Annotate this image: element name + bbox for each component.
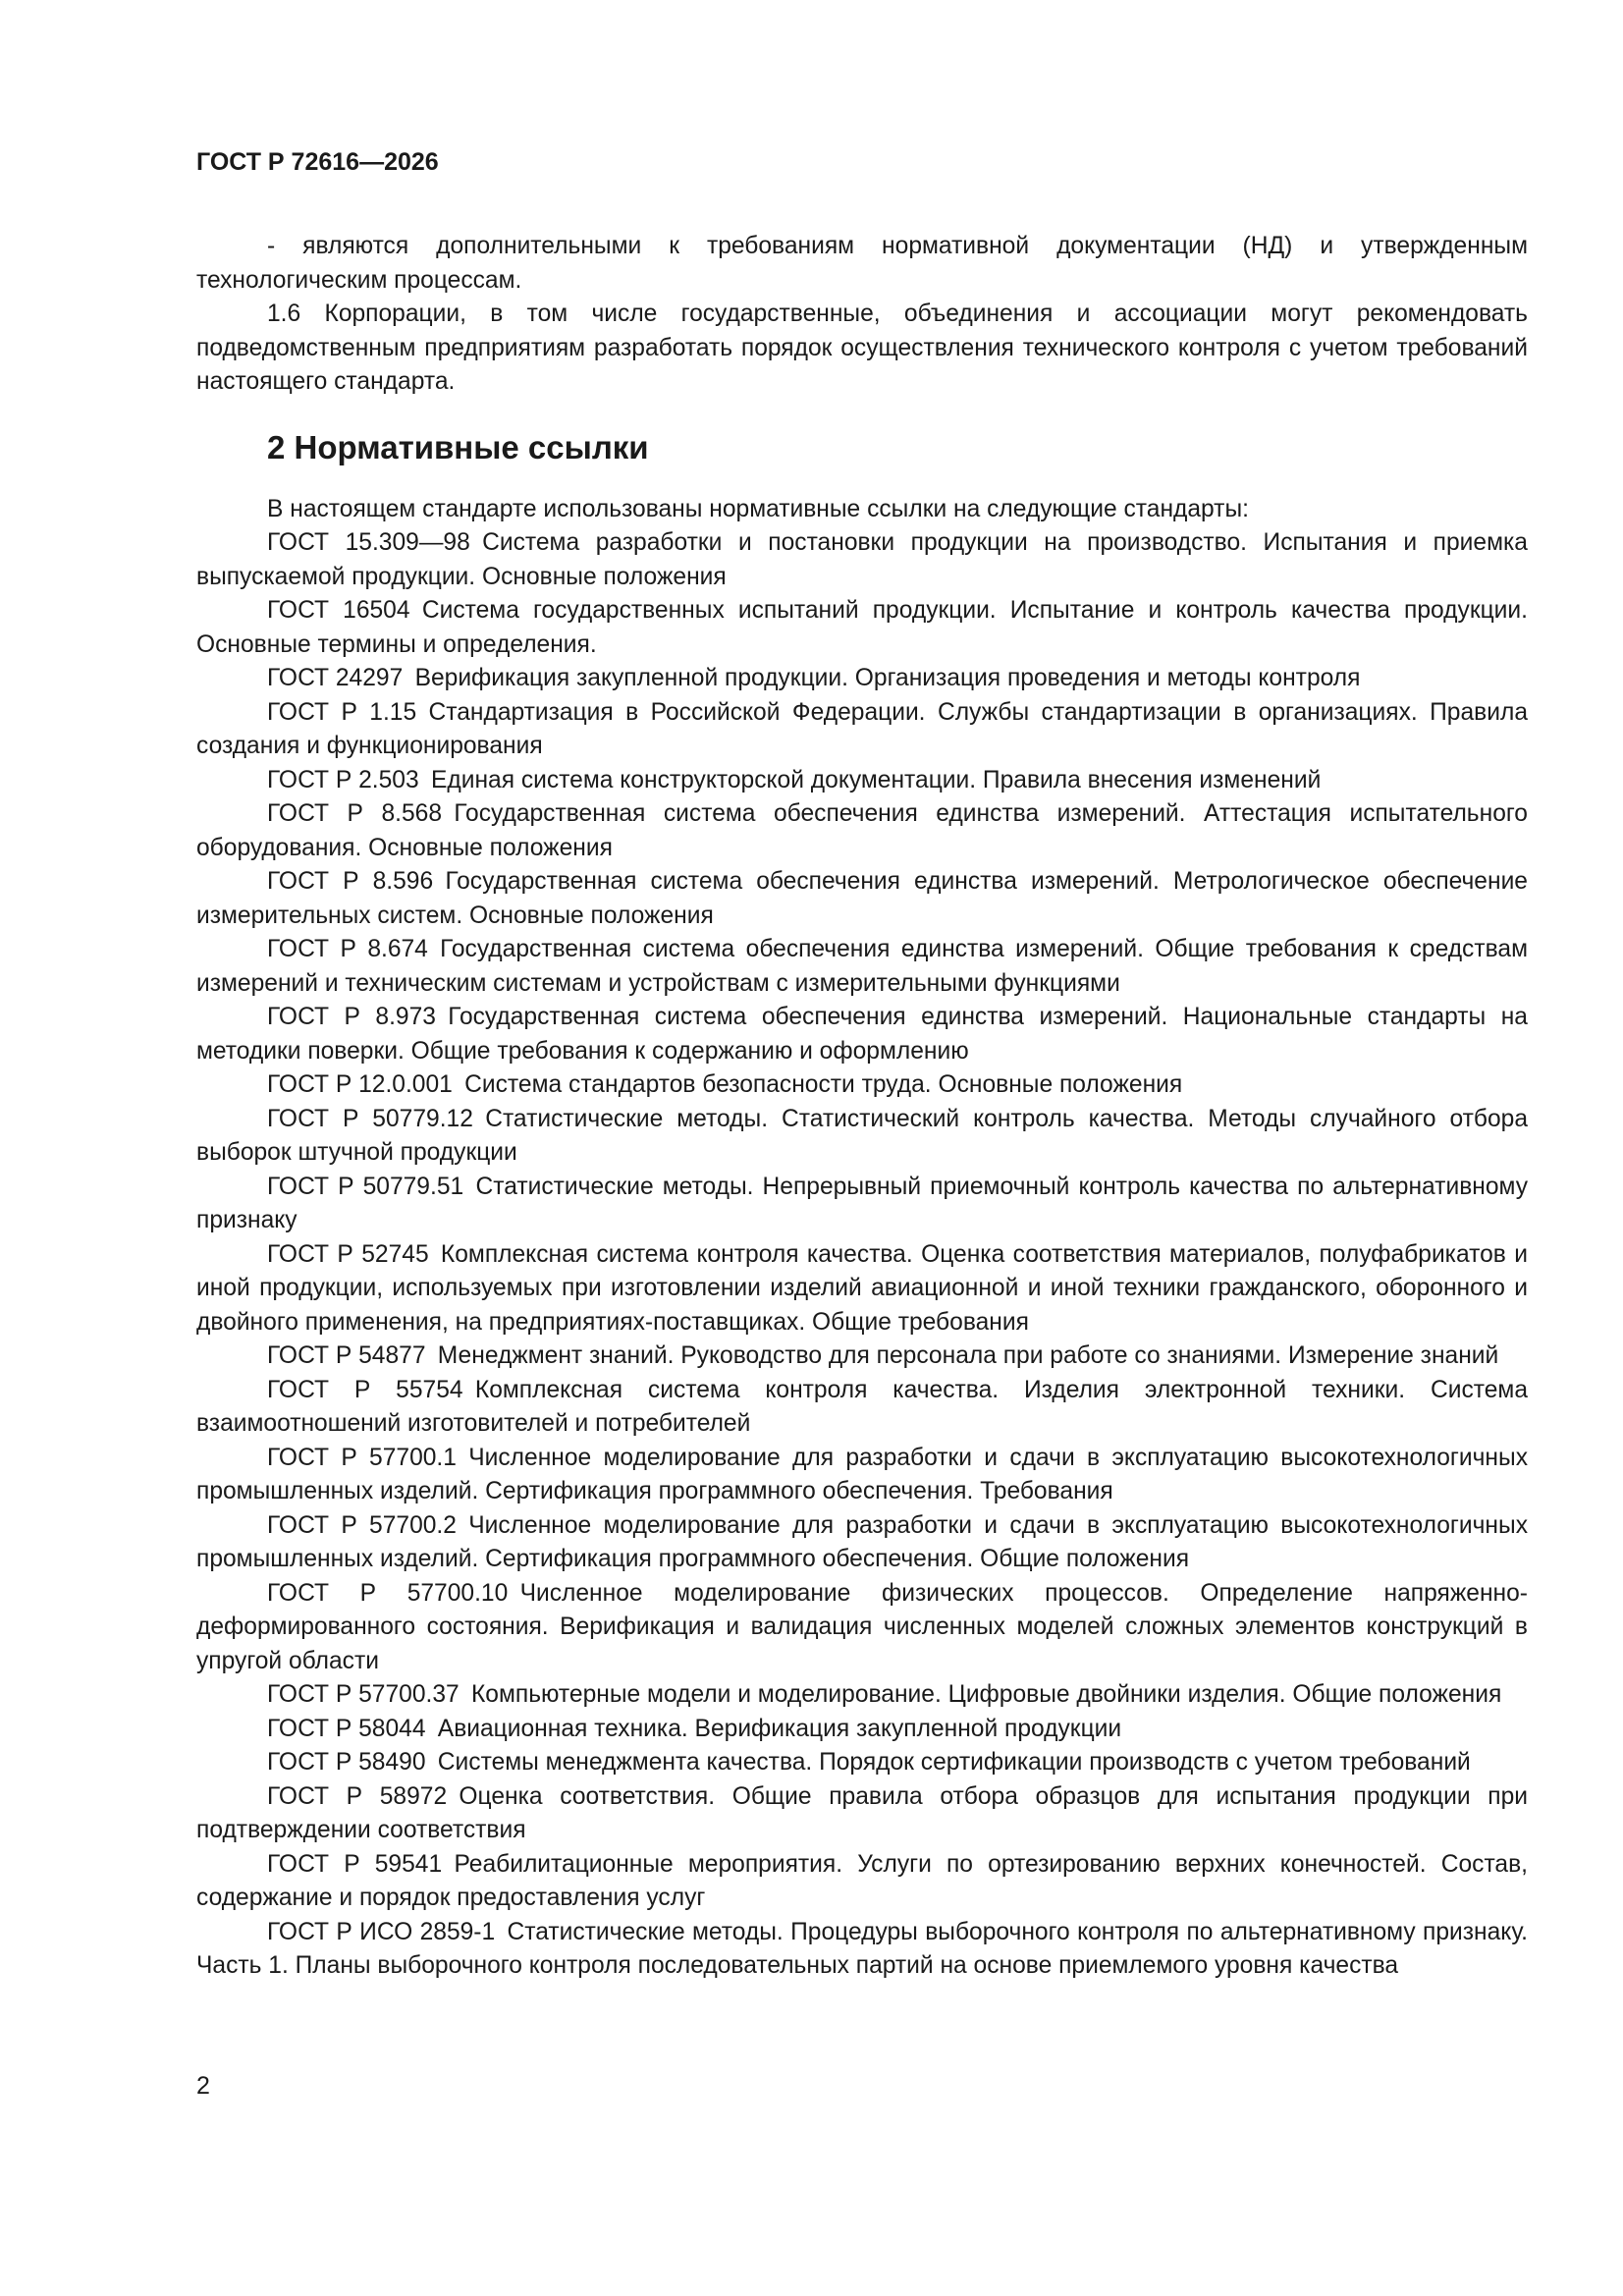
reference-item: [196, 1103, 1528, 1171]
page-number: 2: [196, 2072, 210, 2100]
reference-code: ГОСТ Р 50779.51: [267, 1173, 464, 1200]
reference-item: [196, 1780, 1528, 1848]
reference-title: Численное моделирование для разработки и сдачи в эксплуатацию высокотехнологичных промышленных изделий. Сертификация программного обеспечения. Общие положения: [196, 1511, 1528, 1572]
reference-code: ГОСТ Р 58490: [267, 1749, 426, 1776]
reference-item: [196, 1374, 1528, 1442]
reference-code: ГОСТ Р 8.973: [267, 1004, 436, 1030]
reference-item: [196, 865, 1528, 933]
reference-title: Комплексная система контроля качества. Изделия электронной техники. Система взаимоотношений изготовителей и потребителей: [196, 1376, 1528, 1437]
reference-title: Компьютерные модели и моделирование. Цифровые двойники изделия. Общие положения: [470, 1681, 1502, 1708]
reference-title: Единая система конструкторской документации. Правила внесения изменений: [430, 766, 1322, 793]
reference-item: [196, 1916, 1528, 1984]
reference-code: ГОСТ Р 54877: [267, 1342, 426, 1369]
reference-list: [196, 526, 1528, 1984]
reference-title: Система разработки и постановки продукции на производство. Испытания и приемка выпускаемой продукции. Основные положения: [196, 529, 1528, 590]
reference-code: ГОСТ Р 58972: [267, 1782, 448, 1810]
reference-code: ГОСТ Р 1.15: [267, 698, 417, 726]
reference-code: ГОСТ 16504: [267, 597, 410, 624]
reference-item: [196, 1442, 1528, 1509]
reference-code: ГОСТ Р ИСО 2859-1: [267, 1918, 496, 1945]
reference-item: [196, 594, 1528, 662]
reference-title: Реабилитационные мероприятия. Услуги по ортезированию верхних конечностей. Состав, содержание и порядок предоставления услуг: [196, 1850, 1529, 1911]
intro-paragraph: 1.6 Корпорации, в том числе государственные, объединения и ассоциации могут рекомендовать подведомственным предприятиям разработать порядок осуществления технического контроля с учетом требований настоящего стандарта.: [196, 301, 1528, 395]
reference-title: Статистические методы. Статистический контроль качества. Методы случайного отбора выборок штучной продукции: [196, 1105, 1528, 1166]
reference-title: Оценка соответствия. Общие правила отбора образцов для испытания продукции при подтверждении соответствия: [196, 1782, 1528, 1843]
reference-item: [196, 1577, 1528, 1679]
reference-code: ГОСТ Р 58044: [267, 1715, 426, 1742]
reference-item: [196, 1848, 1528, 1916]
intro-paragraph: - являются дополнительными к требованиям нормативной документации (НД) и утвержденным технологическим процессам.: [196, 233, 1528, 294]
reference-item: [196, 1171, 1528, 1238]
reference-item: [196, 1238, 1528, 1340]
reference-item: [196, 1068, 1528, 1103]
reference-title: Численное моделирование физических процессов. Определение напряженно-деформированного состояния. Верификация и валидация численных моделей сложных элементов конструкций в упругой области: [196, 1579, 1528, 1674]
reference-title: Статистические методы. Процедуры выборочного контроля по альтернативному признаку. Часть 1. Планы выборочного контроля последовательных партий на основе приемлемого уровня качества: [196, 1918, 1528, 1979]
document-page: [196, 147, 1528, 1984]
reference-item: [196, 1746, 1528, 1780]
reference-code: ГОСТ Р 59541: [267, 1850, 443, 1878]
reference-item: [196, 1001, 1528, 1068]
reference-title: Статистические методы. Непрерывный приемочный контроль качества по альтернативному признаку: [196, 1173, 1528, 1233]
reference-title: Государственная система обеспечения единства измерений. Общие требования к средствам измерений и техническим системам и устройствам с измерительными функциями: [196, 936, 1528, 997]
reference-title: Менеджмент знаний. Руководство для персонала при работе со знаниями. Измерение знаний: [437, 1342, 1499, 1369]
document-header: ГОСТ Р 72616—2026: [196, 148, 439, 176]
reference-code: ГОСТ 24297: [267, 665, 404, 691]
reference-code: ГОСТ Р 8.674: [267, 936, 428, 962]
reference-code: ГОСТ Р 12.0.001: [267, 1071, 453, 1098]
reference-code: ГОСТ Р 57700.1: [267, 1444, 457, 1471]
reference-item: [196, 1678, 1528, 1713]
reference-item: [196, 1339, 1528, 1374]
reference-title: Верификация закупленной продукции. Организация проведения и методы контроля: [414, 665, 1361, 691]
reference-code: ГОСТ Р 8.596: [267, 868, 434, 895]
reference-code: ГОСТ Р 57700.2: [267, 1511, 457, 1539]
section-heading: 2 Нормативные ссылки: [267, 428, 649, 465]
reference-title: Комплексная система контроля качества. Оценка соответствия материалов, полуфабрикатов и иной продукции, используемых при изготовлении изделий авиационной и иной техники гражданского, оборонного и двойного применения, на предприятиях-поставщиках. Общие требования: [196, 1240, 1528, 1336]
reference-title: Государственная система обеспечения единства измерений. Метрологическое обеспечение измерительных систем. Основные положения: [196, 868, 1528, 929]
reference-item: [196, 696, 1528, 764]
reference-code: ГОСТ Р 55754: [267, 1376, 463, 1403]
reference-title: Государственная система обеспечения единства измерений. Национальные стандарты на методики поверки. Общие требования к содержанию и оформлению: [196, 1004, 1528, 1065]
reference-item: [196, 797, 1528, 865]
reference-item: [196, 933, 1528, 1001]
reference-title: Численное моделирование для разработки и сдачи в эксплуатацию высокотехнологичных промышленных изделий. Сертификация программного обеспечения. Требования: [196, 1444, 1528, 1504]
reference-code: ГОСТ Р 57700.10: [267, 1579, 509, 1607]
reference-code: ГОСТ 15.309—98: [267, 529, 470, 556]
reference-item: [196, 1713, 1528, 1747]
reference-item: [196, 764, 1528, 798]
intro-block: [196, 230, 1528, 400]
reference-code: ГОСТ Р 8.568: [267, 800, 443, 827]
section-lead: В настоящем стандарте использованы нормативные ссылки на следующие стандарты:: [267, 495, 1249, 522]
reference-code: ГОСТ Р 57700.37: [267, 1681, 460, 1708]
reference-item: [196, 526, 1528, 594]
reference-code: ГОСТ Р 50779.12: [267, 1105, 473, 1132]
reference-item: [196, 1509, 1528, 1577]
reference-title: Система государственных испытаний продукции. Испытание и контроль качества продукции. Основные термины и определения.: [196, 597, 1528, 658]
reference-title: Системы менеджмента качества. Порядок сертификации производств с учетом требований: [437, 1749, 1471, 1776]
reference-title: Государственная система обеспечения единства измерений. Аттестация испытательного оборудования. Основные положения: [196, 800, 1528, 861]
reference-title: Авиационная техника. Верификация закупленной продукции: [437, 1715, 1122, 1742]
reference-code: ГОСТ Р 52745: [267, 1240, 429, 1268]
reference-code: ГОСТ Р 2.503: [267, 766, 419, 793]
reference-title: Система стандартов безопасности труда. Основные положения: [464, 1071, 1183, 1098]
reference-title: Стандартизация в Российской Федерации. Службы стандартизации в организациях. Правила создания и функционирования: [196, 698, 1528, 759]
reference-item: [196, 662, 1528, 696]
